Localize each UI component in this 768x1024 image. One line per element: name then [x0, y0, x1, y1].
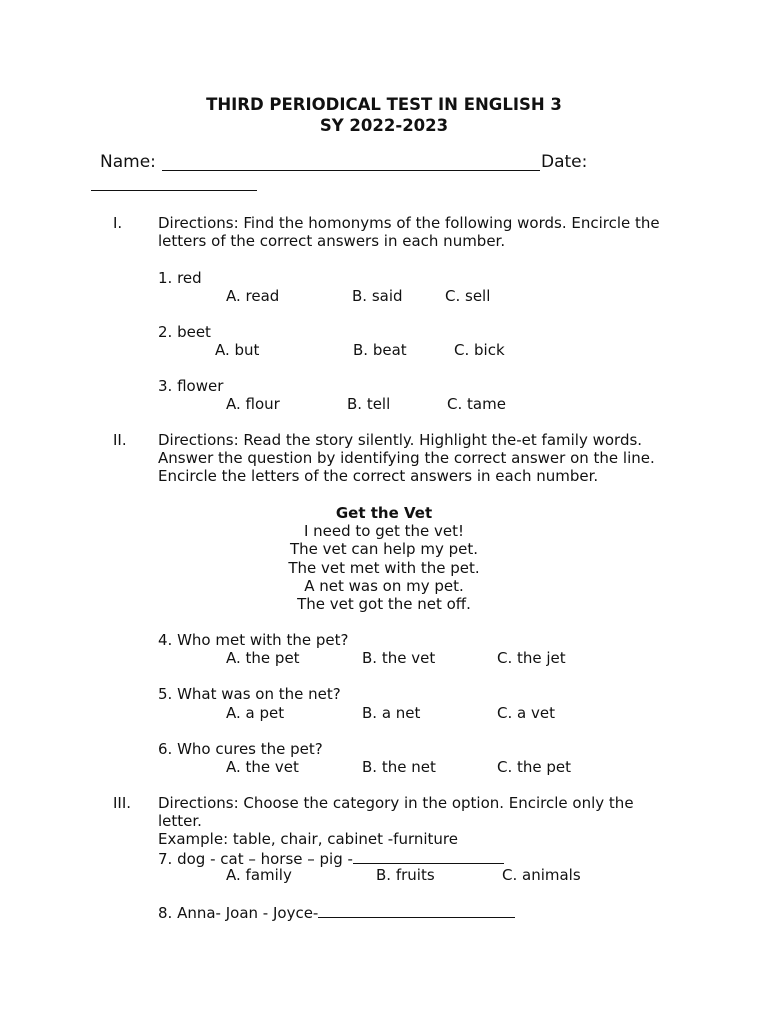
q2-choice-c[interactable]: C. bick: [454, 341, 505, 359]
part1-numeral: I.: [113, 214, 123, 232]
q1-choice-b[interactable]: B. said: [352, 287, 403, 305]
q7-choice-c[interactable]: C. animals: [502, 866, 581, 884]
test-title: THIRD PERIODICAL TEST IN ENGLISH 3: [206, 95, 562, 114]
school-year: SY 2022-2023: [319, 116, 449, 135]
part3-directions-line-2: letter.: [158, 812, 202, 831]
part2-numeral: II.: [113, 431, 127, 449]
question-8: [158, 903, 515, 922]
question-2: 2. beet: [158, 323, 211, 341]
question-8-label: 8. Anna- Joan - Joyce-: [158, 904, 319, 922]
part2-directions-line-2: Answer the question by identifying the correct answer on the line.: [158, 449, 655, 468]
q1-choice-a[interactable]: A. read: [226, 287, 280, 305]
part3-numeral: III.: [113, 794, 132, 812]
part3-example: Example: table, chair, cabinet -furniture: [158, 830, 458, 849]
part1-directions-line-1: Directions: Find the homonyms of the following words. Encircle the: [158, 214, 660, 232]
part2-directions-line-3: Encircle the letters of the correct answers in each number.: [158, 467, 599, 486]
date-blank-line[interactable]: [91, 190, 257, 191]
story-title: Get the Vet: [335, 504, 433, 522]
q5-choice-c[interactable]: C. a vet: [497, 704, 555, 722]
part3-directions-line-1: Directions: Choose the category in the option. Encircle only the: [158, 794, 634, 812]
q7-choice-a[interactable]: A. family: [226, 866, 292, 884]
question-5: 5. What was on the net?: [158, 685, 341, 703]
story-line-3: The vet met with the pet.: [288, 558, 480, 577]
story-line-1: I need to get the vet!: [303, 522, 465, 541]
question-1: 1. red: [158, 269, 202, 287]
q4-choice-c[interactable]: C. the jet: [497, 649, 566, 667]
name-label: Name:: [100, 152, 156, 172]
q4-choice-a[interactable]: A. the pet: [226, 649, 300, 667]
q2-choice-a[interactable]: A. but: [215, 341, 260, 359]
q6-choice-b[interactable]: B. the net: [362, 758, 436, 776]
story-line-5: The vet got the net off.: [297, 595, 471, 614]
q5-choice-b[interactable]: B. a net: [362, 704, 421, 722]
q6-choice-a[interactable]: A. the vet: [226, 758, 299, 776]
part2-directions: [158, 431, 655, 486]
story-line-4: A net was on my pet.: [304, 576, 464, 595]
story: [0, 504, 768, 613]
part3-directions: [158, 794, 634, 849]
question-4: 4. Who met with the pet?: [158, 631, 349, 649]
q5-choice-a[interactable]: A. a pet: [226, 704, 285, 722]
q7-answer-blank[interactable]: [353, 849, 504, 864]
part1-directions-line-2: letters of the correct answers in each number.: [158, 232, 506, 251]
q4-choice-b[interactable]: B. the vet: [362, 649, 436, 667]
q1-choice-c[interactable]: C. sell: [445, 287, 491, 305]
q8-answer-blank[interactable]: [318, 903, 515, 918]
q3-choice-b[interactable]: B. tell: [347, 395, 391, 413]
question-6: 6. Who cures the pet?: [158, 740, 323, 758]
part2-directions-line-1: Directions: Read the story silently. Highlight the-et family words.: [158, 431, 643, 449]
question-3: 3. flower: [158, 377, 224, 395]
story-line-2: The vet can help my pet.: [290, 540, 478, 559]
q2-choice-b[interactable]: B. beat: [353, 341, 407, 359]
q3-choice-c[interactable]: C. tame: [447, 395, 506, 413]
date-label: Date:: [541, 152, 588, 172]
q7-choice-b[interactable]: B. fruits: [376, 866, 435, 884]
question-7-label: 7. dog - cat – horse – pig -: [158, 850, 353, 868]
q6-choice-c[interactable]: C. the pet: [497, 758, 572, 776]
name-blank-line[interactable]: [162, 170, 540, 171]
q3-choice-a[interactable]: A. flour: [226, 395, 280, 413]
question-7: [158, 849, 504, 868]
part1-directions: [158, 214, 660, 250]
